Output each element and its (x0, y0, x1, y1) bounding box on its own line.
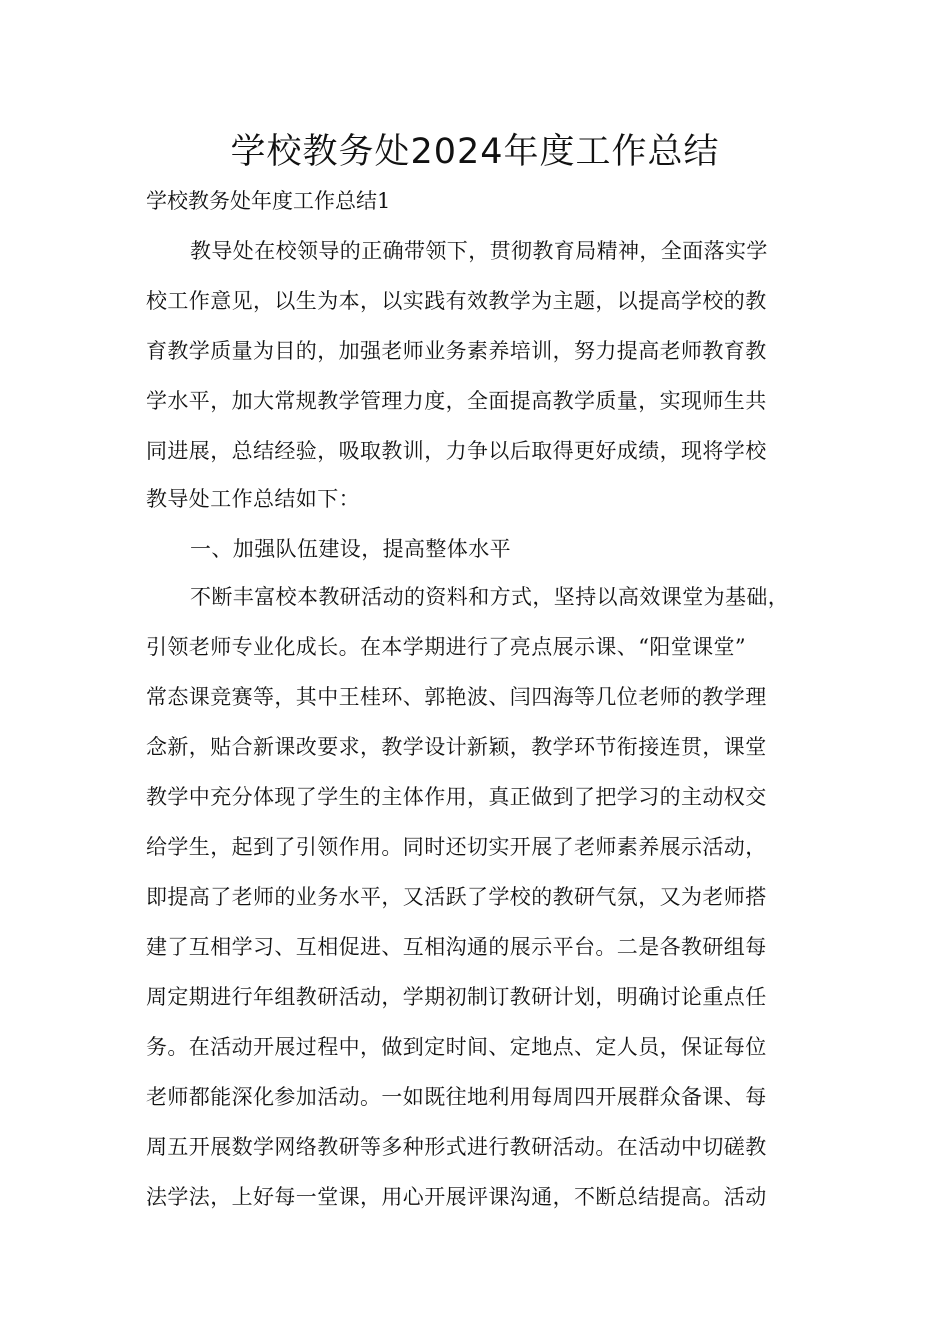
text-line: 务。在活动开展过程中，做到定时间、定地点、定人员，保证每位 (146, 1035, 767, 1059)
text-line: 法学法，上好每一堂课，用心开展评课沟通，不断总结提高。活动 (146, 1185, 767, 1209)
document-subtitle: 学校教务处年度工作总结1 (146, 189, 391, 213)
text-line: 即提高了老师的业务水平，又活跃了学校的教研气氛，又为老师搭 (146, 885, 767, 909)
text-line: 教学中充分体现了学生的主体作用，真正做到了把学习的主动权交 (146, 785, 767, 809)
text-line: 教导处工作总结如下： (146, 487, 360, 511)
text-line: 常态课竞赛等，其中王桂环、郭艳波、闫四海等几位老师的教学理 (146, 685, 767, 709)
text-line: 不断丰富校本教研活动的资料和方式，坚持以高效课堂为基础， (190, 585, 790, 609)
text-line: 校工作意见，以生为本，以实践有效教学为主题，以提高学校的教 (146, 289, 767, 313)
text-line: 同进展，总结经验，吸取教训，力争以后取得更好成绩，现将学校 (146, 439, 767, 463)
text-line: 建了互相学习、互相促进、互相沟通的展示平台。二是各教研组每 (146, 935, 767, 959)
text-line: 给学生，起到了引领作用。同时还切实开展了老师素养展示活动， (146, 835, 767, 859)
text-line: 周五开展数学网络教研等多种形式进行教研活动。在活动中切磋教 (146, 1135, 767, 1159)
text-line: 周定期进行年组教研活动，学期初制订教研计划，明确讨论重点任 (146, 985, 767, 1009)
text-line: 育教学质量为目的，加强老师业务素养培训，努力提高老师教育教 (146, 339, 767, 363)
text-line: 老师都能深化参加活动。一如既往地利用每周四开展群众备课、每 (146, 1085, 767, 1109)
text-line: 学水平，加大常规教学管理力度，全面提高教学质量，实现师生共 (146, 389, 767, 413)
document-title: 学校教务处2024年度工作总结 (230, 132, 720, 172)
text-line: 念新，贴合新课改要求，教学设计新颖，教学环节衔接连贯，课堂 (146, 735, 767, 759)
text-line: 引领老师专业化成长。在本学期进行了亮点展示课、“阳堂课堂” (146, 635, 747, 659)
section-heading: 一、加强队伍建设，提高整体水平 (190, 537, 511, 561)
text-line: 教导处在校领导的正确带领下，贯彻教育局精神，全面落实学 (190, 239, 768, 263)
